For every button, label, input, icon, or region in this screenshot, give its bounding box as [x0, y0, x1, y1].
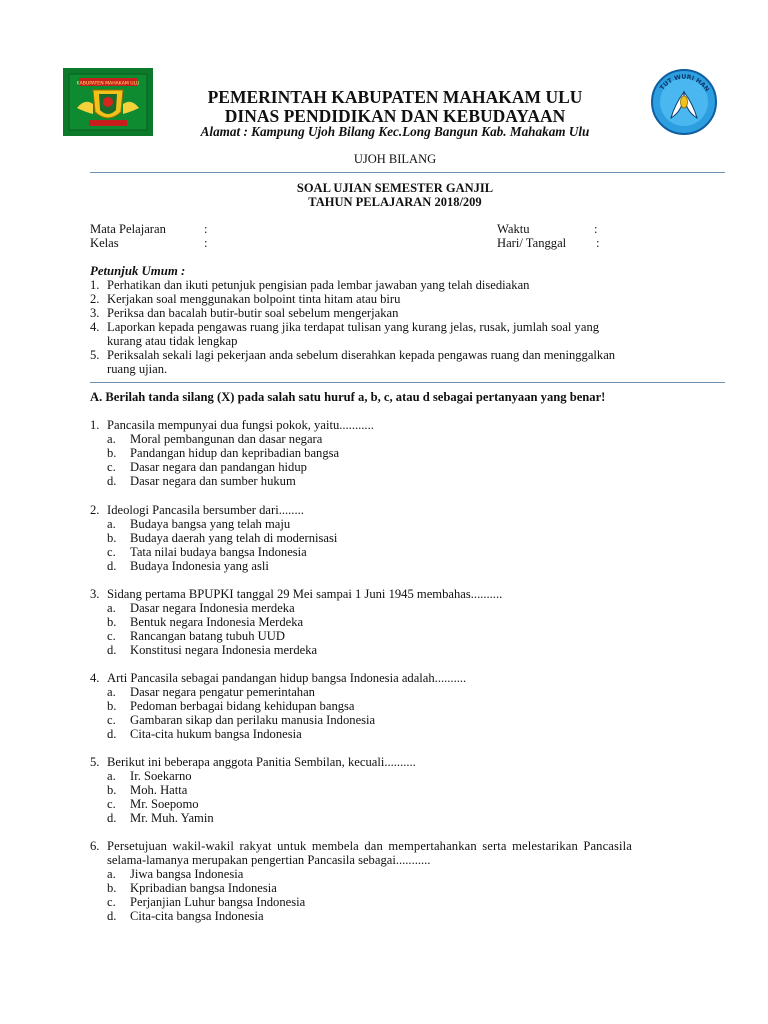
- question-text: selama-lamanya merupakan pengertian Pancasila sebagai...........: [107, 853, 431, 867]
- option-text: Moral pembangunan dan dasar negara: [130, 432, 323, 446]
- instruction-text: Kerjakan soal menggunakan bolpoint tinta hitam atau biru: [107, 292, 401, 306]
- option-text: Dasar negara Indonesia merdeka: [130, 601, 295, 615]
- instruction-text: Periksalah sekali lagi pekerjaan anda sebelum diserahkan kepada pengawas ruang dan meninggalkan: [107, 348, 616, 362]
- exam-year: TAHUN PELAJARAN 2018/209: [308, 195, 482, 209]
- instructions-list: [90, 278, 730, 378]
- option-letter: c.: [107, 895, 116, 909]
- question-number: 1.: [90, 418, 100, 432]
- regency-logo: [63, 68, 153, 136]
- option-text: Tata nilai budaya bangsa Indonesia: [130, 545, 307, 559]
- option-letter: b.: [107, 881, 117, 895]
- option-letter: c.: [107, 460, 116, 474]
- option-text: Moh. Hatta: [130, 783, 188, 797]
- question-text: Pancasila mempunyai dua fungsi pokok, yaitu...........: [107, 418, 374, 432]
- section-a-heading: A. Berilah tanda silang (X) pada salah satu huruf a, b, c, atau d sebagai pertanyaan yang benar!: [90, 390, 606, 404]
- option-letter: a.: [107, 601, 116, 615]
- instructions-divider: [90, 382, 725, 383]
- question-text: Persetujuan wakil-wakil rakyat untuk membela dan mempertahankan serta melestarikan Pancasila: [107, 839, 632, 853]
- class-colon: :: [204, 236, 208, 250]
- question-number: 2.: [90, 503, 100, 517]
- question-number: 3.: [90, 587, 100, 601]
- option-text: Pandangan hidup dan kepribadian bangsa: [130, 446, 340, 460]
- instruction-text: ruang ujian.: [107, 362, 168, 376]
- exam-title: SOAL UJIAN SEMESTER GANJIL: [296, 181, 494, 195]
- tut-wuri-logo-text: TUT WURI HAN: [658, 73, 711, 94]
- option-letter: a.: [107, 685, 116, 699]
- option-text: Perjanjian Luhur bangsa Indonesia: [130, 895, 306, 909]
- date-colon: :: [596, 236, 600, 250]
- instruction-text: Laporkan kepada pengawas ruang jika terdapat tulisan yang kurang jelas, rusak, jumlah soal yang: [107, 320, 600, 334]
- question-number: 4.: [90, 671, 100, 685]
- option-letter: a.: [107, 432, 116, 446]
- time-colon: :: [594, 222, 598, 236]
- header-place: UJOH BILANG: [353, 152, 437, 166]
- option-text: Dasar negara dan sumber hukum: [130, 474, 296, 488]
- header-address: Alamat : Kampung Ujoh Bilang Kec.Long Bangun Kab. Mahakam Ulu: [200, 124, 590, 139]
- instruction-text: kurang atau tidak lengkap: [107, 334, 238, 348]
- option-letter: a.: [107, 769, 116, 783]
- instruction-number: 4.: [90, 320, 100, 334]
- header-divider: [90, 172, 725, 173]
- header-government: PEMERINTAH KABUPATEN MAHAKAM ULU: [207, 87, 583, 107]
- option-letter: c.: [107, 713, 116, 727]
- question-text: Ideologi Pancasila bersumber dari........: [107, 503, 304, 517]
- option-letter: d.: [107, 474, 117, 488]
- instruction-number: 2.: [90, 292, 100, 306]
- option-letter: d.: [107, 909, 117, 923]
- instruction-number: 3.: [90, 306, 100, 320]
- option-text: Kpribadian bangsa Indonesia: [130, 881, 277, 895]
- option-letter: b.: [107, 531, 117, 545]
- instruction-number: 5.: [90, 348, 100, 362]
- option-text: Rancangan batang tubuh UUD: [130, 629, 285, 643]
- option-text: Budaya Indonesia yang asli: [130, 559, 269, 573]
- option-letter: d.: [107, 727, 117, 741]
- question-number: 6.: [90, 839, 100, 853]
- option-letter: c.: [107, 797, 116, 811]
- option-letter: b.: [107, 615, 117, 629]
- option-text: Jiwa bangsa Indonesia: [130, 867, 244, 881]
- option-text: Cita-cita hukum bangsa Indonesia: [130, 727, 302, 741]
- question-text: Sidang pertama BPUPKI tanggal 29 Mei sampai 1 Juni 1945 membahas..........: [107, 587, 503, 601]
- subject-label: Mata Pelajaran: [90, 222, 166, 236]
- instruction-number: 1.: [90, 278, 100, 292]
- option-letter: a.: [107, 517, 116, 531]
- option-text: Bentuk negara Indonesia Merdeka: [130, 615, 304, 629]
- option-text: Mr. Muh. Yamin: [130, 811, 214, 825]
- option-text: Dasar negara pengatur pemerintahan: [130, 685, 315, 699]
- date-label: Hari/ Tanggal: [497, 236, 567, 250]
- header-department: DINAS PENDIDIKAN DAN KEBUDAYAAN: [224, 106, 566, 126]
- option-text: Cita-cita bangsa Indonesia: [130, 909, 264, 923]
- class-label: Kelas: [90, 236, 119, 250]
- instruction-text: Periksa dan bacalah butir-butir soal sebelum mengerjakan: [107, 306, 399, 320]
- option-letter: d.: [107, 811, 117, 825]
- option-letter: c.: [107, 629, 116, 643]
- option-letter: b.: [107, 699, 117, 713]
- question-text: Arti Pancasila sebagai pandangan hidup bangsa Indonesia adalah..........: [107, 671, 467, 685]
- option-text: Pedoman berbagai bidang kehidupan bangsa: [130, 699, 355, 713]
- option-letter: d.: [107, 559, 117, 573]
- regency-logo-text: KABUPATEN MAHAKAM ULU: [76, 81, 140, 87]
- option-text: Ir. Soekarno: [130, 769, 192, 783]
- time-label: Waktu: [497, 222, 530, 236]
- instructions-title: Petunjuk Umum :: [90, 264, 186, 278]
- option-letter: b.: [107, 446, 117, 460]
- tut-wuri-handayani-logo: [643, 68, 725, 136]
- option-text: Mr. Soepomo: [130, 797, 199, 811]
- question-text: Berikut ini beberapa anggota Panitia Sembilan, kecuali..........: [107, 755, 416, 769]
- option-text: Budaya bangsa yang telah maju: [130, 517, 291, 531]
- option-text: Konstitusi negara Indonesia merdeka: [130, 643, 318, 657]
- instruction-text: Perhatikan dan ikuti petunjuk pengisian pada lembar jawaban yang telah disediakan: [107, 278, 530, 292]
- option-text: Gambaran sikap dan perilaku manusia Indonesia: [130, 713, 376, 727]
- option-text: Budaya daerah yang telah di modernisasi: [130, 531, 338, 545]
- option-text: Dasar negara dan pandangan hidup: [130, 460, 307, 474]
- subject-colon: :: [204, 222, 208, 236]
- question-number: 5.: [90, 755, 100, 769]
- option-letter: d.: [107, 643, 117, 657]
- option-letter: a.: [107, 867, 116, 881]
- option-letter: c.: [107, 545, 116, 559]
- option-letter: b.: [107, 783, 117, 797]
